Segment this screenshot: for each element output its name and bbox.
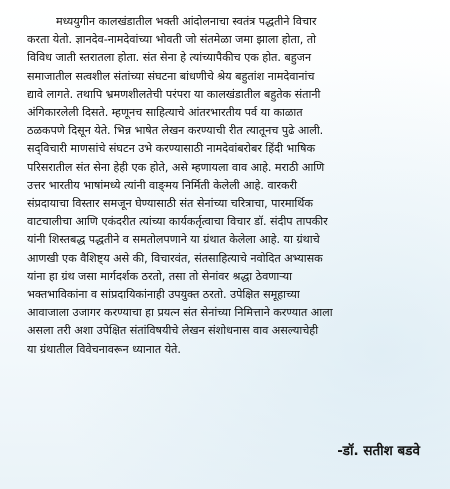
- text-line: करता येतो. ज्ञानदेव-नामदेवांच्या भोवती जो संतमेळा जमा झाला होता, तो: [27, 33, 316, 47]
- text-line: सद्‌विचारी माणसांचे संघटन उभे करण्यासाठी नामदेवांबरोबर हिंदी भाषिक: [27, 142, 316, 156]
- text-line: यांना हा ग्रंथ जसा मार्गदर्शक ठरतो, तसा तो सेनांवर श्रद्धा ठेवणाऱ्या: [27, 269, 292, 283]
- text-line: या ग्रंथातील विवेचनावरून ध्यानात येते.: [27, 342, 181, 356]
- text-line: आणखी एक वैशिष्ट्य असे की, विचारवंत, संतसाहित्याचे नवोदित अभ्यासक: [27, 251, 323, 265]
- text-line: असला तरी अशा उपेक्षित संतांविषयीचे लेखन संशोधनास वाव असल्याचेही: [27, 324, 319, 338]
- text-line: संप्रदायाचा विस्तार समजून घेण्यासाठी संत सेनांच्या चरित्राचा, पारमार्थिक: [27, 197, 313, 211]
- body-paragraph: [27, 13, 430, 359]
- text-line: समाजातील सत्वशील संतांच्या संघटना बांधणीचे श्रेय बहुतांश नामदेवानांच: [27, 69, 315, 83]
- text-line: परिसरातील संत सेना हेही एक होते, असे म्हणायला वाव आहे. मराठी आणि: [27, 160, 325, 174]
- text-line: आवाजाला उजागर करण्याचा हा प्रयत्न संत सेनांच्या निमित्ताने करण्यात आला: [27, 306, 333, 320]
- text-line: वाटचालीचा आणि एकंदरीत त्यांच्या कार्यकर्तृत्वाचा विचार डॉ. संदीप तापकीर: [27, 215, 328, 229]
- text-line: विविध जाती स्तरातला होता. संत सेना हे त्यांच्यापैकीच एक होत. बहुजन: [27, 51, 312, 65]
- text-line: मध्ययुगीन कालखंडातील भक्ती आंदोलनाचा स्वतंत्र पद्धतीने विचार: [56, 15, 317, 28]
- text-line: अंगिकारलेली दिसते. म्हणूनच साहित्याचे आंतरभारतीय पर्व या काळात: [27, 106, 303, 120]
- text-line: यांनी शिस्तबद्ध पद्धतीने व समतोलपणाने या ग्रंथात केलेला आहे. या ग्रंथाचे: [27, 233, 320, 247]
- text-line: उत्तर भारतीय भाषांमध्ये त्यांनी वाङ्‌मय निर्मिती केलेली आहे. वारकरी: [27, 178, 297, 192]
- text-line: ठळकपणे दिसून येते. भिन्न भाषेत लेखन करण्याची रीत त्यातूनच पुढे आली.: [27, 124, 324, 138]
- text-line: द्यावे लागते. तथापि भ्रमणशीलतेची परंपरा या कालखंडातील बहुतेक संतानी: [27, 87, 321, 101]
- text-line: भक्तभाविकांना व सांप्रदायिकांनाही उपयुक्त ठरतो. उपेक्षित समूहाच्या: [27, 288, 300, 302]
- author-signature: -डॉ. सतीश बडवे: [337, 443, 420, 459]
